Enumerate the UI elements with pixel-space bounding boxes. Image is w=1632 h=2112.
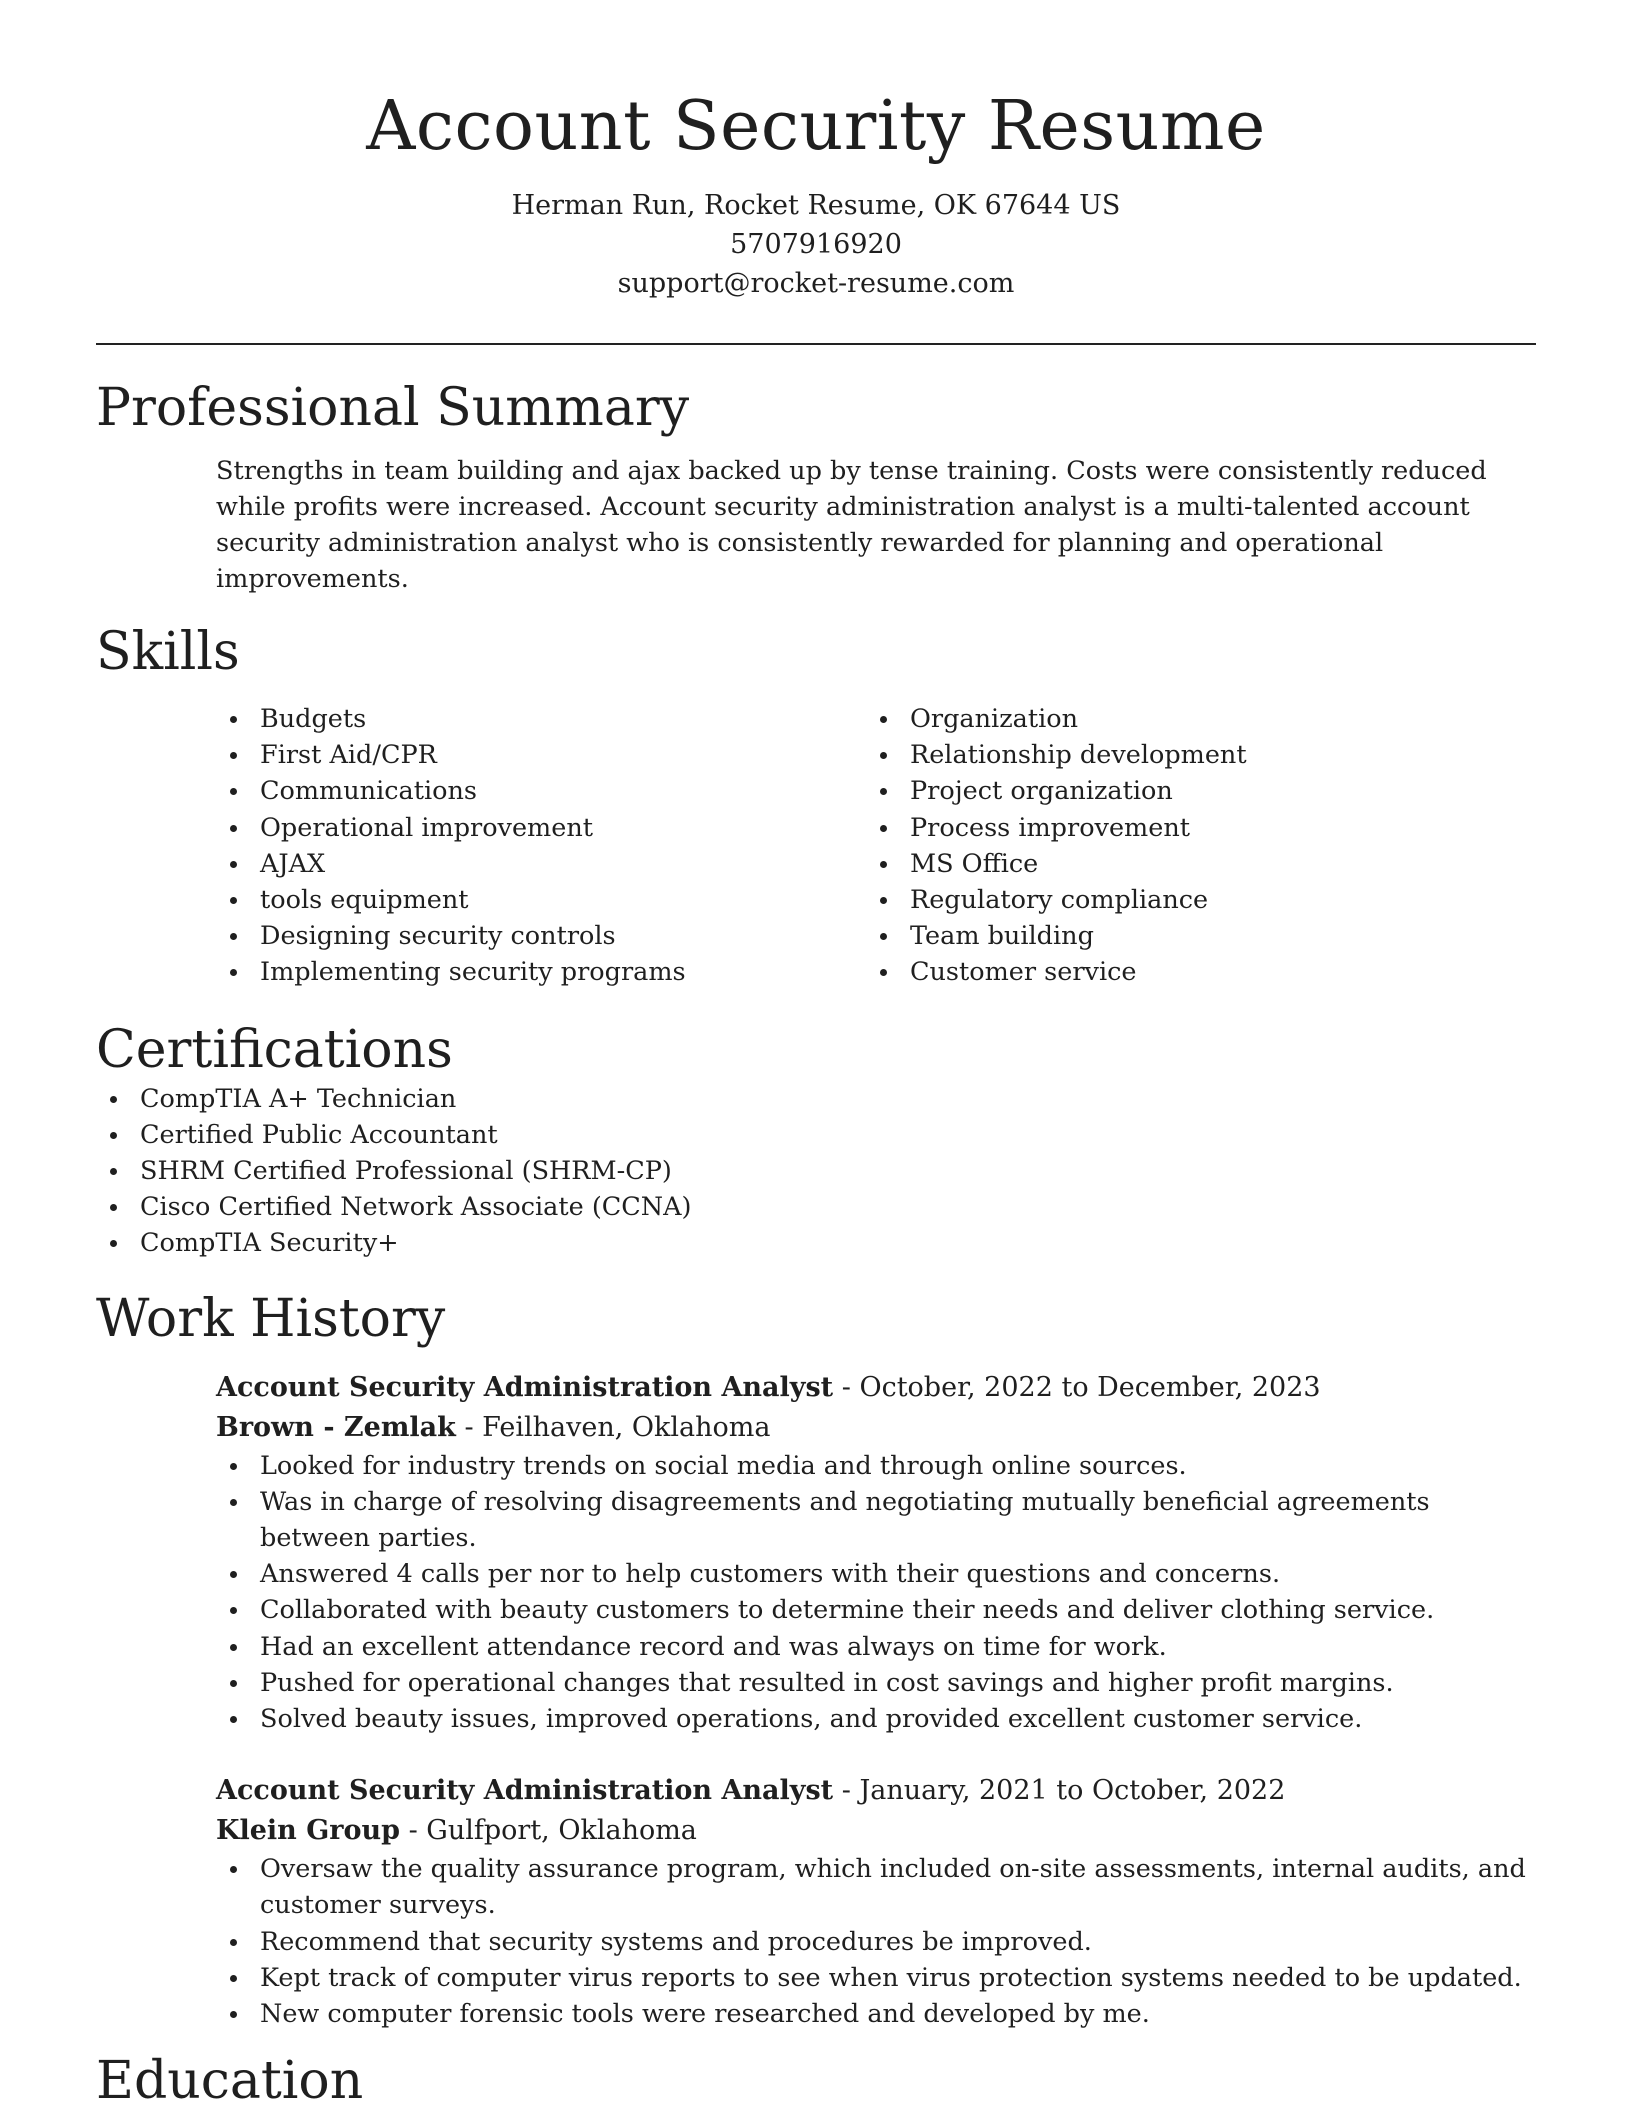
contact-phone: 5707916920: [730, 229, 902, 260]
job-dates: - January, 2021 to October, 2022: [833, 1775, 1286, 1807]
certification-item: CompTIA A+ Technician: [96, 1081, 1536, 1117]
contact-block: [96, 186, 1536, 303]
certification-item: SHRM Certified Professional (SHRM-CP): [96, 1153, 1536, 1189]
job-role: Account Security Administration Analyst: [216, 1371, 834, 1403]
job-bullet: Pushed for operational changes that resulted in cost savings and higher profit margins.: [216, 1665, 1536, 1701]
job-entry: [216, 1771, 1536, 2032]
resume-page: [96, 0, 1536, 2112]
job-entry: [216, 1368, 1536, 1738]
education-heading: Education: [96, 2051, 364, 2112]
skill-item: Operational improvement: [216, 810, 866, 846]
job-bullet: New computer forensic tools were researched and developed by me.: [216, 1996, 1536, 2032]
job-dates: - October, 2022 to December, 2023: [833, 1371, 1321, 1403]
skills-heading: Skills: [96, 622, 240, 682]
job-bullet: Collaborated with beauty customers to determine their needs and deliver clothing service.: [216, 1592, 1536, 1628]
skill-item: Organization: [866, 701, 1516, 737]
skill-item: First Aid/CPR: [216, 737, 866, 773]
job-title-line: [216, 1771, 1536, 1811]
job-bullet: Was in charge of resolving disagreements and negotiating mutually beneficial agreements between parties.: [216, 1484, 1536, 1556]
job-company-line: [216, 1408, 1536, 1448]
skill-item: Team building: [866, 918, 1516, 954]
job-location: - Gulfport, Oklahoma: [400, 1815, 697, 1847]
skill-item: AJAX: [216, 846, 866, 882]
contact-address: Herman Run, Rocket Resume, OK 67644 US: [511, 190, 1121, 221]
skill-item: Designing security controls: [216, 918, 866, 954]
job-bullet: Had an excellent attendance record and was always on time for work.: [216, 1629, 1536, 1665]
job-company: Klein Group: [216, 1815, 400, 1847]
skills-list-left: [216, 701, 866, 991]
resume-title: Account Security Resume: [366, 87, 1266, 166]
job-bullet: Recommend that security systems and procedures be improved.: [216, 1924, 1536, 1960]
skill-item: Relationship development: [866, 737, 1516, 773]
skill-item: Regulatory compliance: [866, 882, 1516, 918]
certifications-list: [96, 1081, 1536, 1262]
skill-item: tools equipment: [216, 882, 866, 918]
job-role: Account Security Administration Analyst: [216, 1775, 834, 1807]
certification-item: Cisco Certified Network Associate (CCNA): [96, 1189, 1536, 1225]
summary-text: Strengths in team building and ajax backed up by tense training. Costs were consistently reduced while profits were increased. Account security administration analyst is a multi-talented account security administration analyst who is consistently rewarded for planning and operational improvements.: [216, 456, 1487, 594]
skill-item: Customer service: [866, 954, 1516, 990]
job-location: - Feilhaven, Oklahoma: [455, 1411, 771, 1443]
skill-item: Process improvement: [866, 810, 1516, 846]
skill-item: Communications: [216, 773, 866, 809]
certifications-heading: Certifications: [96, 1019, 453, 1080]
job-bullet: Looked for industry trends on social media and through online sources.: [216, 1448, 1536, 1484]
certification-item: CompTIA Security+: [96, 1225, 1536, 1261]
header-divider: [96, 343, 1536, 345]
skills-list-right: [866, 701, 1516, 991]
skill-item: MS Office: [866, 846, 1516, 882]
job-company-line: [216, 1811, 1536, 1851]
job-bullet: Kept track of computer virus reports to see when virus protection systems needed to be updated.: [216, 1960, 1536, 1996]
skill-item: Project organization: [866, 773, 1516, 809]
job-bullets: [216, 1851, 1536, 2032]
job-bullet: Oversaw the quality assurance program, which included on-site assessments, internal audits, and customer surveys.: [216, 1851, 1536, 1923]
skills-column-right: [866, 701, 1516, 991]
skill-item: Implementing security programs: [216, 954, 866, 990]
job-title-line: [216, 1368, 1536, 1408]
summary-heading: Professional Summary: [96, 378, 690, 438]
job-bullet: Answered 4 calls per nor to help customers with their questions and concerns.: [216, 1556, 1536, 1592]
work-history-heading: Work History: [96, 1288, 446, 1349]
job-bullet: Solved beauty issues, improved operations, and provided excellent customer service.: [216, 1701, 1536, 1737]
job-bullets: [216, 1448, 1536, 1738]
certification-item: Certified Public Accountant: [96, 1117, 1536, 1153]
job-company: Brown - Zemlak: [216, 1411, 456, 1443]
skills-column-left: [216, 701, 866, 991]
skill-item: Budgets: [216, 701, 866, 737]
skills-columns: [216, 701, 1536, 991]
contact-email: support@rocket-resume.com: [617, 268, 1015, 299]
